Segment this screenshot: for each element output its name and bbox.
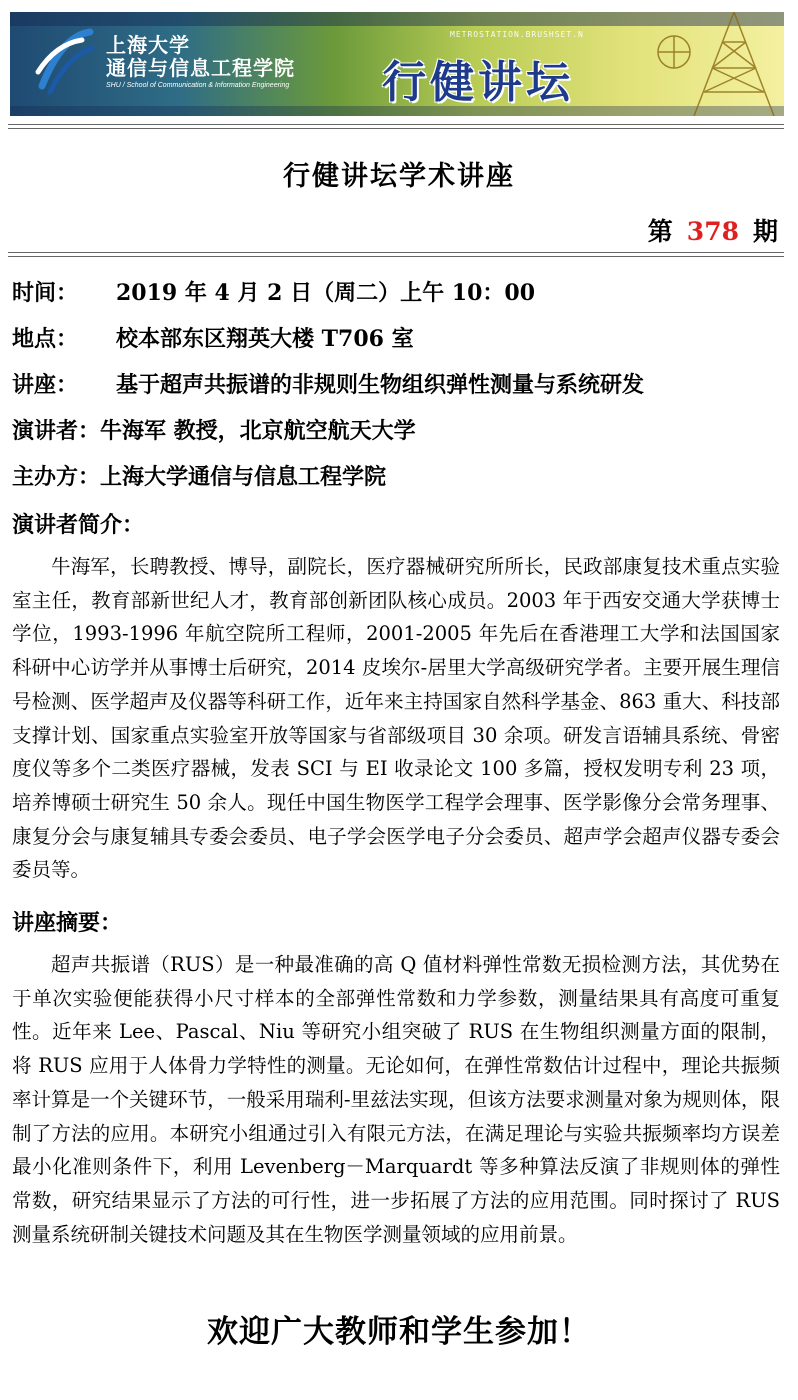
divider	[8, 128, 784, 129]
bio-heading: 演讲者简介：	[12, 512, 145, 538]
info-time	[12, 276, 535, 307]
abstract-paragraph: 超声共振谱（RUS）是一种最准确的高 Q 值材料弹性常数无损检测方法，其优势在于单次实验便能获得小尺寸样本的全部弹性常数和力学参数，测量结果具有高度可重复性。近年来 Lee、Pascal、Niu 等研究小组突破了 RUS 在生物组织测量方面的限制，将 RUS 应用于人体骨力学特性的测量。无论如何，在弹性常数估计过程中，理论共振频率计算是一个关键环节，一般采用瑞利-里兹法实现，但该方法要求测量对象为规则体，限制了方法的应用。本研究小组通过引入有限元方法，在满足理论与实验共振频率均方误差最小化准则条件下，利用 Levenberg－Marquardt 等多种算法反演了非规则体的弹性常数，研究结果显示了方法的可行性，进一步拓展了方法的应用范围。同时探讨了 RUS 测量系统研制关键技术问题及其在生物医学测量领域的应用前景。	[12, 953, 780, 1246]
info-organizer-label: 主办方：	[12, 464, 101, 490]
divider	[8, 256, 784, 257]
series-title: 行健讲坛	[382, 57, 574, 108]
issue-value: 378	[686, 217, 739, 246]
issue-number	[648, 212, 778, 248]
info-lecture-value: 基于超声共振谱的非规则生物组织弹性测量与系统研发	[116, 372, 645, 398]
school-name-en: SHU / School of Communication & Information Engineering	[106, 82, 290, 89]
welcome-message: 欢迎广大教师和学生参加！	[207, 1314, 591, 1350]
info-time-value: 2019 年 4 月 2 日（周二）上午 10：00	[116, 280, 536, 306]
info-speaker	[12, 414, 416, 445]
info-location	[12, 322, 414, 353]
school-name-block	[106, 34, 295, 92]
divider	[8, 252, 784, 253]
info-location-value: 校本部东区翔英大楼 T706 室	[116, 326, 414, 352]
header-banner	[10, 12, 784, 116]
info-lecture	[12, 368, 644, 399]
issue-suffix: 期	[752, 217, 778, 246]
abstract-heading: 讲座摘要：	[12, 910, 123, 936]
divider	[8, 124, 784, 125]
info-speaker-value: 牛海军 教授，北京航空航天大学	[100, 418, 416, 444]
page-title: 行健讲坛学术讲座	[283, 161, 515, 192]
university-logo-icon	[32, 26, 96, 98]
info-organizer-value: 上海大学通信与信息工程学院	[100, 464, 387, 490]
info-organizer	[12, 460, 386, 491]
info-location-label: 地点：	[12, 326, 79, 352]
info-time-label: 时间：	[12, 280, 79, 306]
info-lecture-label: 讲座：	[12, 372, 79, 398]
school-name-cn: 上海大学	[106, 33, 190, 57]
tower-graphic-icon	[634, 12, 784, 116]
info-speaker-label: 演讲者：	[12, 418, 101, 444]
issue-prefix: 第	[647, 217, 673, 246]
school-subtitle-cn: 通信与信息工程学院	[106, 56, 295, 80]
bio-paragraph: 牛海军，长聘教授、博导，副院长，医疗器械研究所所长，民政部康复技术重点实验室主任，教育部新世纪人才，教育部创新团队核心成员。2003 年于西安交通大学获博士学位，1993-1996 年航空院所工程师，2001-2005 年先后在香港理工大学和法国国家科研中心访学并从事博士后研究，2014 皮埃尔-居里大学高级研究学者。主要开展生理信号检测、医学超声及仪器等科研工作，近年来主持国家自然科学基金、863 重大、科技部支撑计划、国家重点实验室开放等国家与省部级项目 30 余项。研发言语辅具系统、骨密度仪等多个二类医疗器械，发表 SCI 与 EI 收录论文 100 多篇，授权发明专利 23 项，培养博硕士研究生 50 余人。现任中国生物医学工程学会理事、医学影像分会常务理事、康复分会与康复辅具专委会委员、电子学会医学电子分会委员、超声学会超声仪器专委会委员等。	[12, 555, 780, 882]
banner-meta-text: METROSTATION.BRUSHSET.N	[450, 30, 584, 39]
